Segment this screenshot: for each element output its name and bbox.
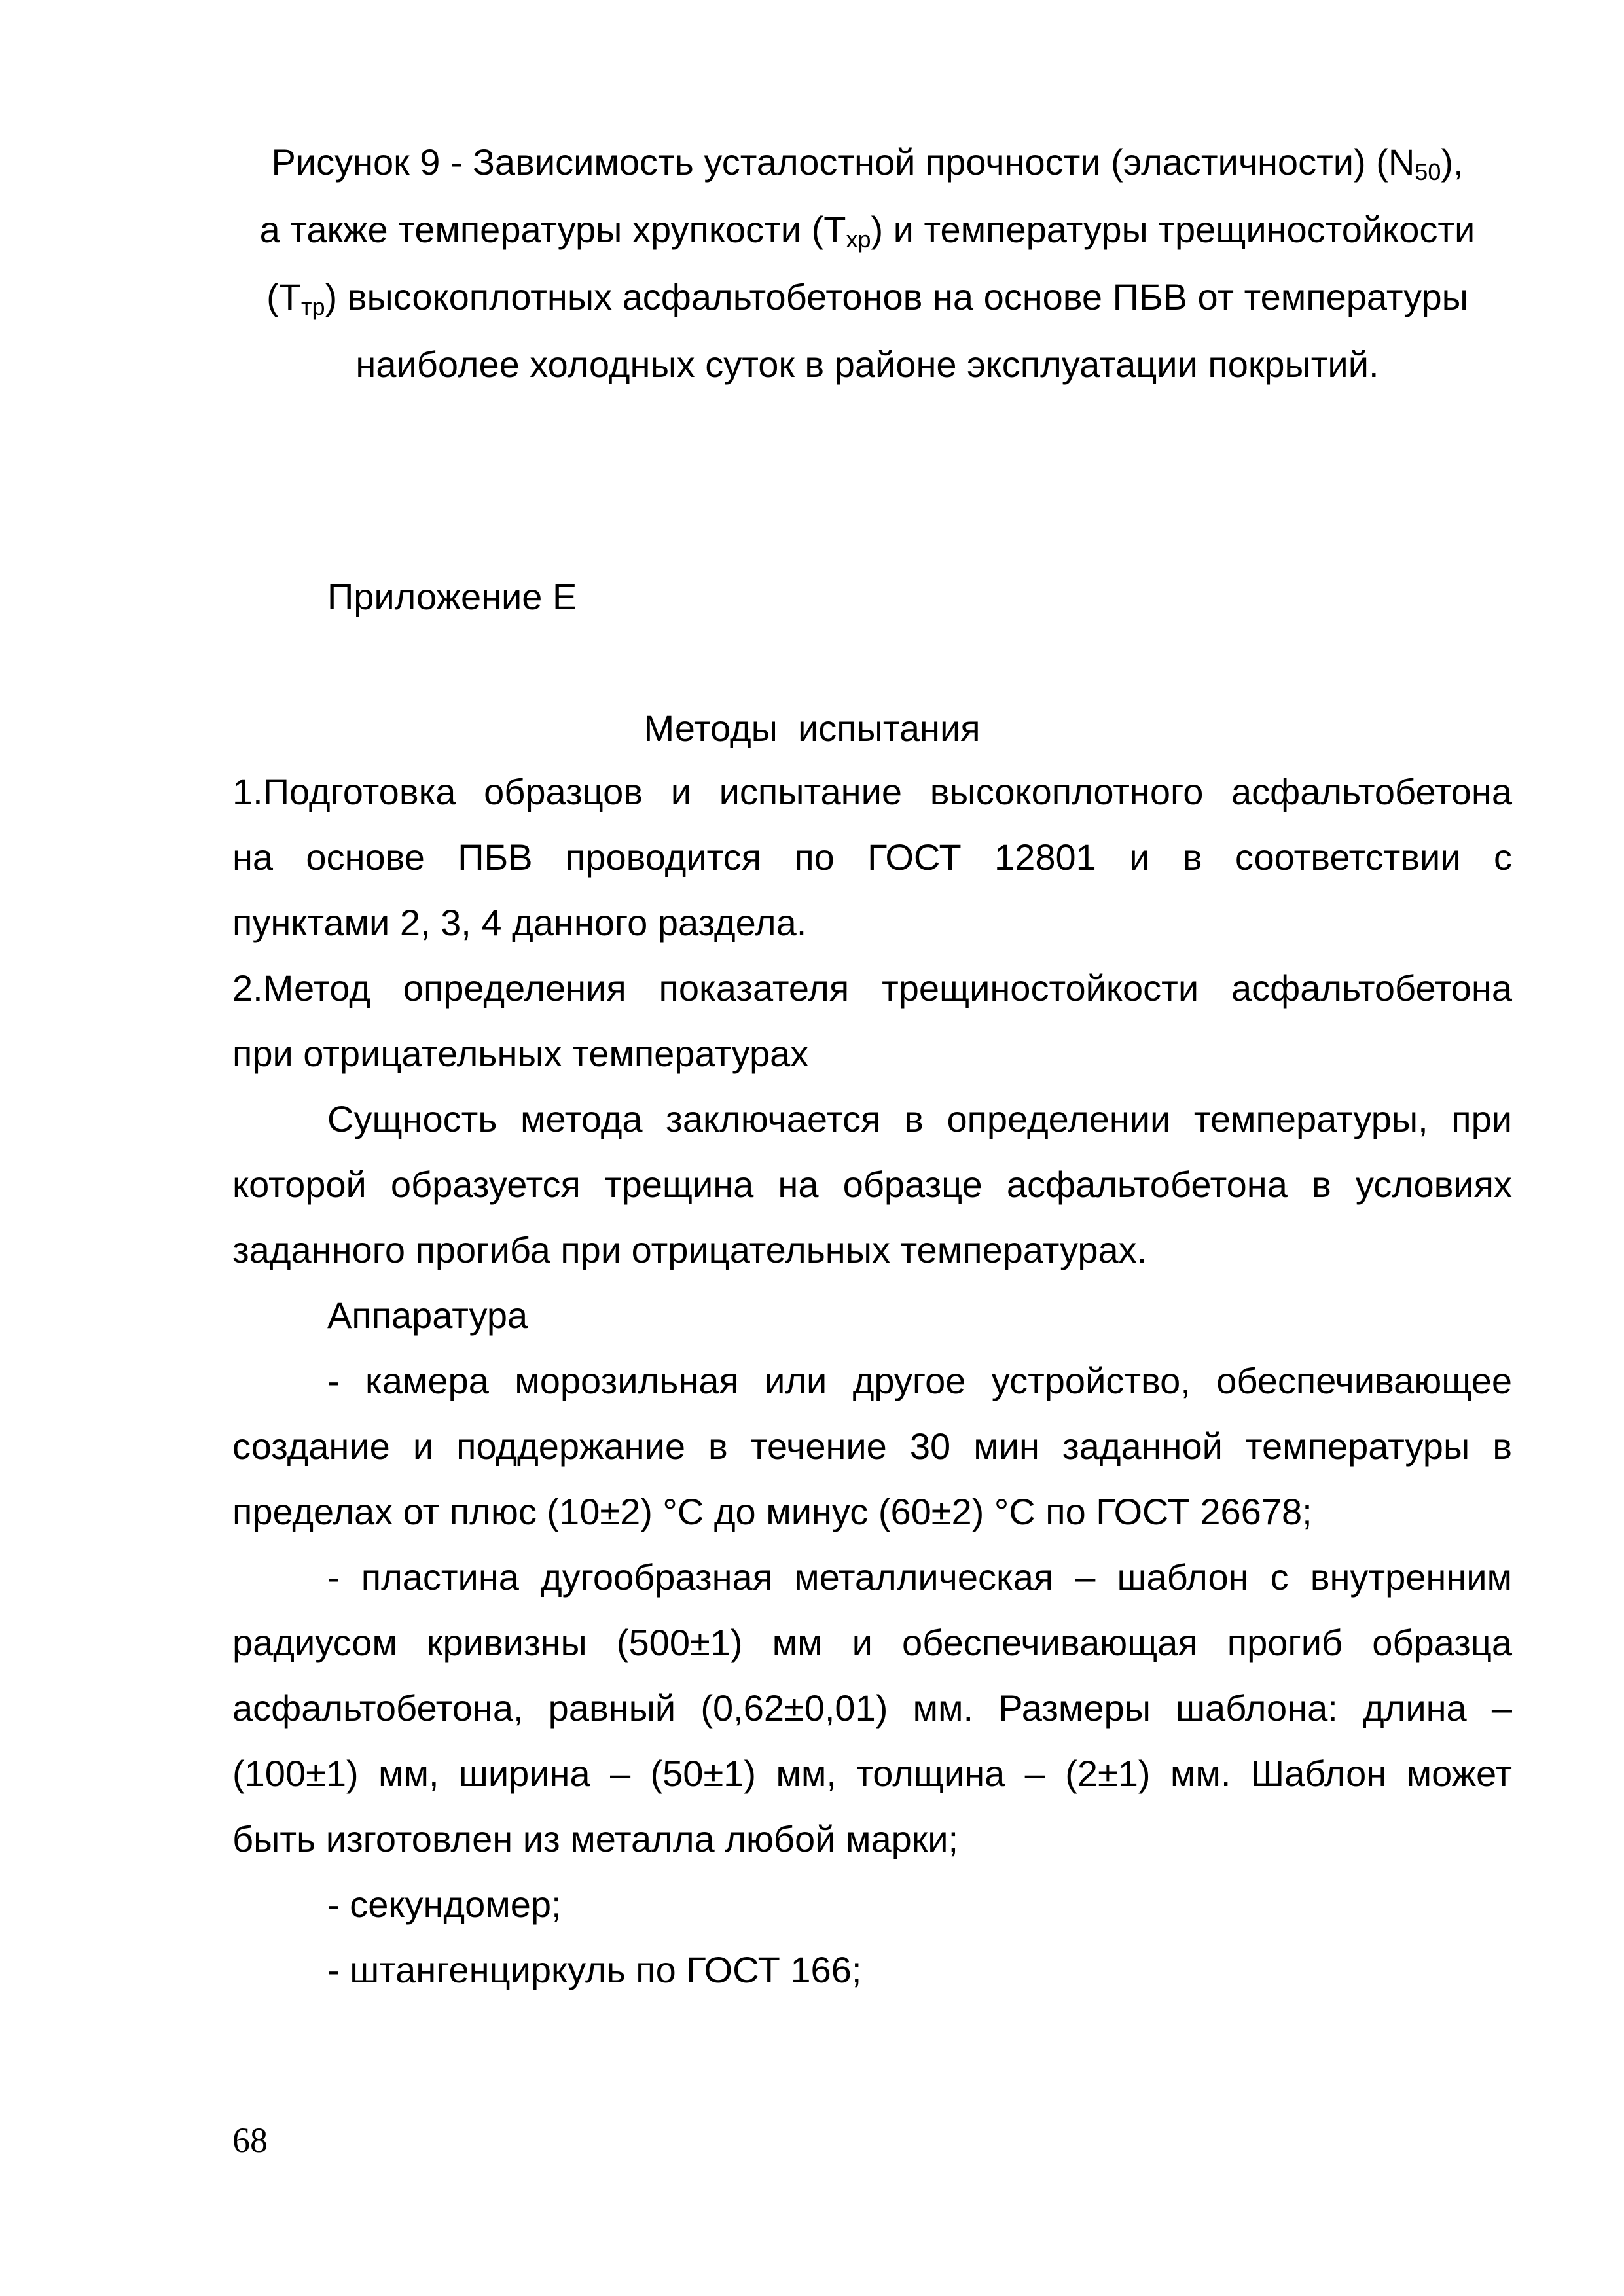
text-line: которой образуется трещина на образце асфальтобетона в условиях [232,1164,1512,1205]
text-line: пунктами 2, 3, 4 данного раздела. [232,902,807,943]
text-line: создание и поддержание в течение 30 мин заданной температуры в [232,1426,1512,1467]
paragraph-method-title [232,956,1512,1086]
paragraph-freezer [232,1348,1512,1545]
paragraph-stopwatch: - секундомер; [327,1884,562,1925]
text-line: пределах от плюс (10±2) °С до минус (60±2) °С по ГОСТ 26678; [232,1491,1312,1532]
page-number: 68 [232,2121,268,2160]
caption-line: наиболее холодных суток в районе эксплуатации покрытий. [355,344,1379,385]
caption-line [216,196,1519,263]
document-body [232,759,1512,2003]
text-line: - камера морозильная или другое устройство, обеспечивающее [327,1360,1512,1401]
text-line: 1.Подготовка образцов и испытание высокоплотного асфальтобетона [232,771,1512,812]
paragraph-apparatus-heading: Аппаратура [327,1295,528,1336]
appendix-title: Приложение Е [327,576,577,617]
caption-subscript: 50 [1415,158,1441,185]
caption-line [216,263,1519,331]
text-line: на основе ПБВ проводится по ГОСТ 12801 и в соответствии с [232,836,1512,878]
paragraph-method-essence [232,1086,1512,1283]
paragraph-caliper: - штангенциркуль по ГОСТ 166; [327,1949,862,1990]
figure-caption [216,128,1519,398]
paragraph-preparation [232,759,1512,956]
text-line: Сущность метода заключается в определении температуры, при [327,1098,1512,1139]
caption-text: Рисунок 9 - Зависимость усталостной прочности (эластичности) (N [271,141,1415,183]
caption-subscript: тр [300,293,325,320]
text-line: радиусом кривизны (500±1) мм и обеспечивающая прогиб образца [232,1622,1512,1663]
text-line: асфальтобетона, равный (0,62±0,01) мм. Размеры шаблона: длина – [232,1687,1512,1729]
text-line: заданного прогиба при отрицательных температурах. [232,1229,1147,1270]
paragraph-template-plate [232,1545,1512,1872]
text-line: - пластина дугообразная металлическая – шаблон с внутренним [327,1556,1512,1598]
caption-text: ) и температуры трещиностойкости [871,209,1475,250]
text-line: быть изготовлен из металла любой марки; [232,1818,959,1859]
caption-line [216,128,1519,196]
caption-text: ), [1441,141,1464,183]
caption-text: (Т [266,276,301,317]
text-line: при отрицательных температурах [232,1033,809,1074]
caption-text: ) высокоплотных асфальтобетонов на основе ПБВ от температуры [325,276,1468,317]
section-title: Методы испытания [643,708,981,749]
text-line: (100±1) мм, ширина – (50±1) мм, толщина – (2±1) мм. Шаблон может [232,1753,1512,1794]
caption-text: а также температуры хрупкости (Т [259,209,846,250]
text-line: 2.Метод определения показателя трещиностойкости асфальтобетона [232,967,1512,1009]
caption-subscript: хр [846,226,871,253]
